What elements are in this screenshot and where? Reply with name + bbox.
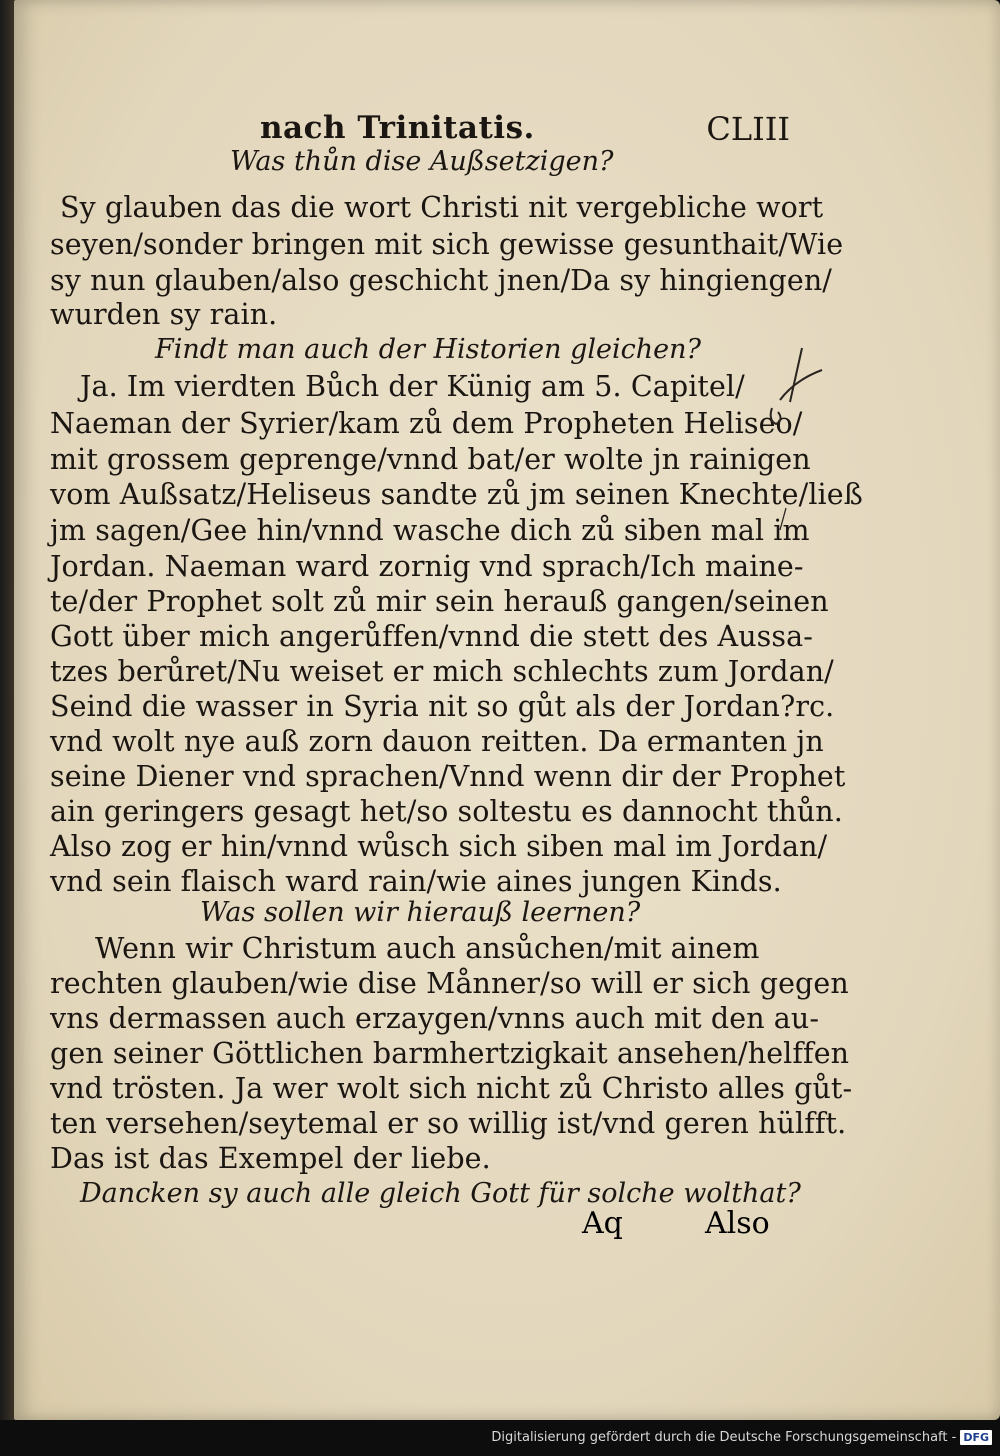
text-line: vnd sein flaisch ward rain/wie aines jungen Kinds. — [50, 865, 782, 898]
text-line: vnd trösten. Ja wer wolt sich nicht zů Christo alles gůt- — [50, 1072, 853, 1105]
text-line: Jordan. Naeman ward zornig vnd sprach/Ich maine- — [50, 550, 804, 583]
dfg-logo: DFG — [960, 1430, 992, 1445]
text-line: Seind die wasser in Syria nit so gůt als der Jordan?rc. — [50, 690, 835, 723]
text-line: vom Außsatz/Heliseus sandte zů jm seinen Knechte/ließ — [50, 478, 863, 511]
text-line: gen seiner Göttlichen barmhertzigkait ansehen/helffen — [50, 1037, 850, 1070]
text-line: Gott über mich angerůffen/vnnd die stett des Aussa- — [50, 620, 813, 653]
page-gutter-edge — [0, 0, 14, 1420]
annotation-stroke — [771, 408, 781, 424]
text-line: Sy glauben das die wort Christi nit vergebliche wort — [60, 191, 824, 224]
text-line: sy nun glauben/also geschicht jnen/Da sy hingiengen/ — [50, 264, 833, 297]
running-head-title: nach Trinitatis. — [260, 110, 535, 146]
question-heading: Dancken sy auch alle gleich Gott für solche wolthat? — [80, 1178, 801, 1209]
text-line: Das ist das Exempel der liebe. — [50, 1142, 491, 1175]
body-text — [50, 0, 863, 1300]
text-line: seine Diener vnd sprachen/Vnnd wenn dir der Prophet — [50, 760, 846, 793]
text-line: jm sagen/Gee hin/vnnd wasche dich zů siben mal im — [50, 514, 810, 547]
text-line: vns dermassen auch erzaygen/vnns auch mit den au- — [50, 1002, 820, 1035]
text-line: tzes berůret/Nu weiset er mich schlechts zum Jordan/ — [50, 655, 834, 688]
marginal-annotation — [760, 340, 830, 540]
footer-text: Digitalisierung gefördert durch die Deutsche Forschungsgemeinschaft - — [491, 1429, 957, 1445]
annotation-stroke — [790, 348, 802, 402]
text-line: seyen/sonder bringen mit sich gewisse gesunthait/Wie — [50, 228, 844, 261]
digitization-footer — [491, 1426, 992, 1448]
annotation-stroke — [780, 508, 786, 530]
question-heading: Was sollen wir hierauß leernen? — [200, 897, 641, 928]
folio-number: CLIII — [706, 110, 790, 148]
text-line: ain geringers gesagt het/so soltestu es dannocht thůn. — [50, 795, 843, 828]
text-line: te/der Prophet solt zů mir sein herauß gangen/seinen — [50, 585, 829, 618]
annotation-stroke — [780, 370, 822, 400]
text-line: mit grossem geprenge/vnnd bat/er wolte jn rainigen — [50, 443, 811, 476]
text-line: vnd wolt nye auß zorn dauon reitten. Da ermanten jn — [50, 725, 824, 758]
text-line: Also zog er hin/vnnd wůsch sich siben mal im Jordan/ — [50, 830, 828, 863]
text-line: wurden sy rain. — [50, 298, 278, 331]
catchword: Also — [705, 1206, 770, 1241]
text-line: Ja. Im vierdten Bůch der Künig am 5. Capitel/ — [80, 370, 745, 403]
question-heading: Findt man auch der Historien gleichen? — [155, 334, 701, 365]
text-line: ten versehen/seytemal er so willig ist/vnd geren hülfft. — [50, 1107, 847, 1140]
signature-mark: Aq — [582, 1206, 623, 1241]
text-line: rechten glauben/wie dise Månner/so will er sich gegen — [50, 967, 849, 1000]
text-line: Wenn wir Christum auch ansůchen/mit ainem — [95, 932, 760, 965]
question-heading: Was thůn dise Außsetzigen? — [230, 146, 614, 177]
text-line: Naeman der Syrier/kam zů dem Propheten Heliseo/ — [50, 407, 803, 440]
